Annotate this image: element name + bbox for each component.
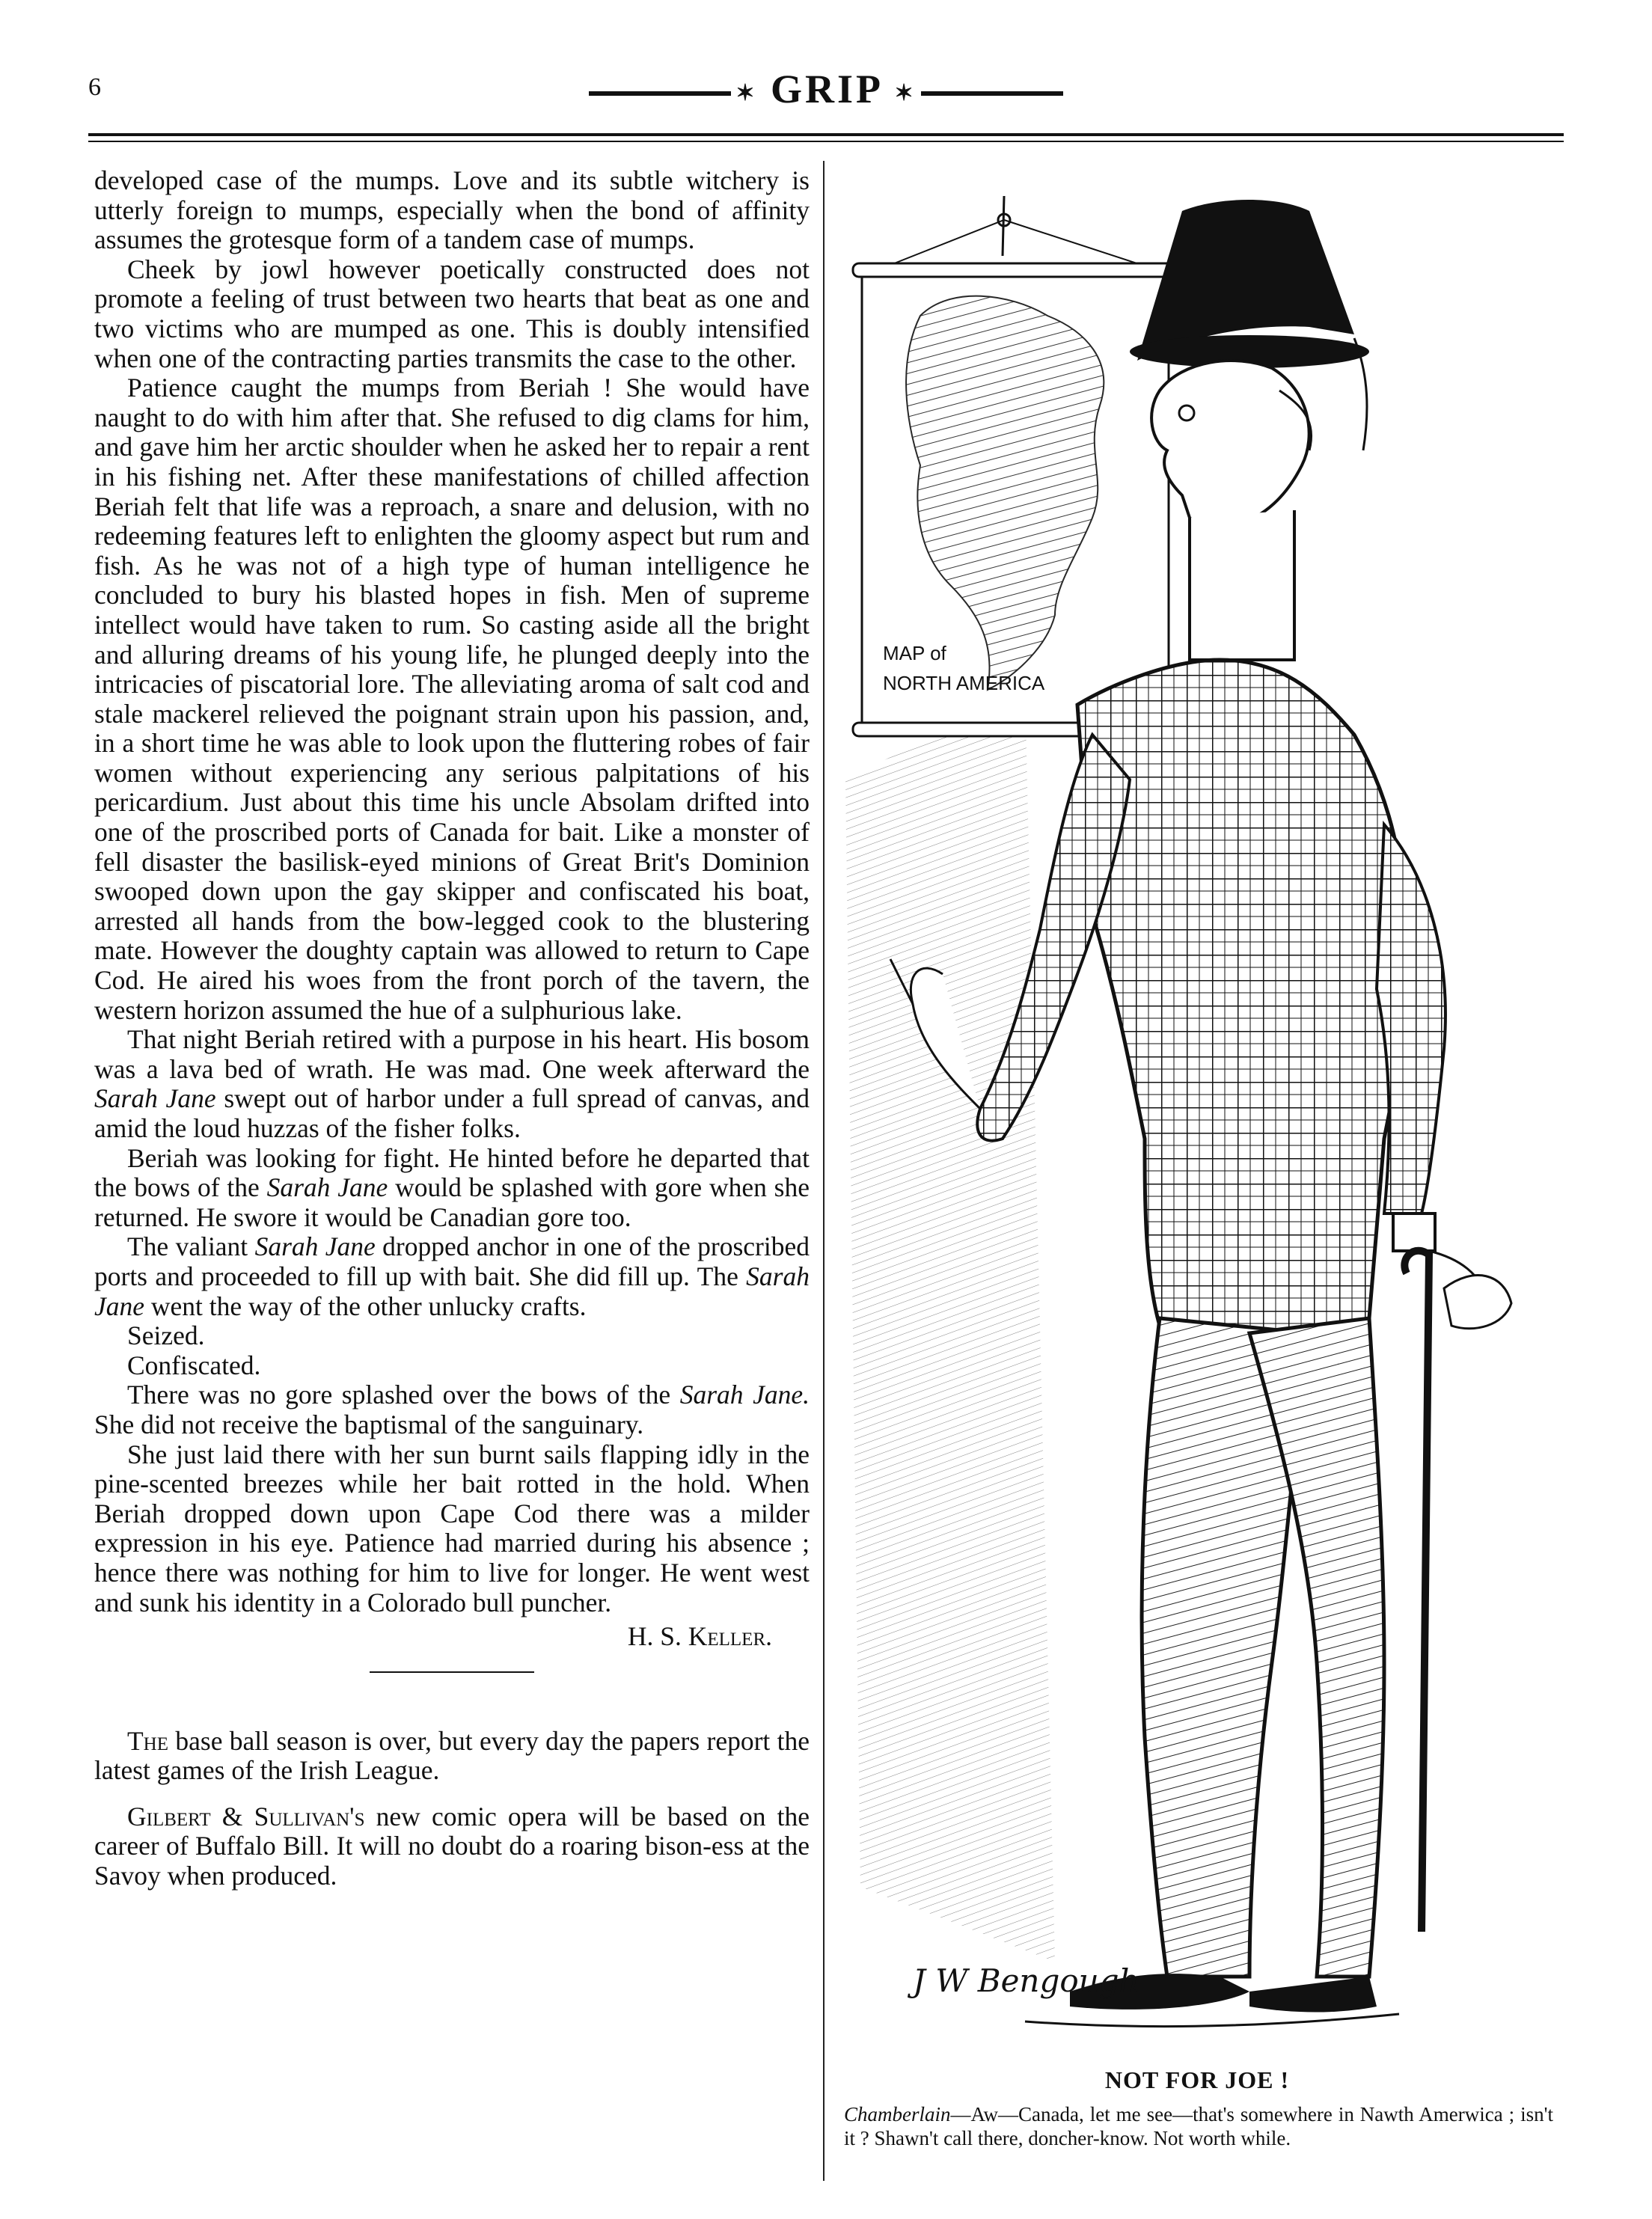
map-scroll xyxy=(853,196,1182,736)
text-run: She did not receive the baptismal of the sanguinary. xyxy=(94,1409,644,1439)
wall-shading xyxy=(845,690,1055,1962)
article-paragraph: developed case of the mumps. Love and its subtle witchery is utterly foreign to mumps, especially when the bond of affinity assumes the grotesque form of a tandem case of mumps. xyxy=(94,165,810,255)
masthead-rule-right xyxy=(921,91,1063,96)
item-lead: The xyxy=(127,1725,169,1756)
text-run: That night Beriah retired with a purpose in his heart. His bosom was a lava bed of wrath. He was mad. One week afterward the xyxy=(94,1024,810,1084)
article-paragraph: Seized. xyxy=(127,1320,205,1351)
caption-quote: —Aw—Canada, let me see—that's somewhere in Nawth Amerwica ; isn't it ? Shawn't call there, doncher-know. Not worth while. xyxy=(844,2103,1553,2149)
ship-name: Sarah Jane xyxy=(254,1231,376,1262)
text-run: dropped anchor in one of the proscribed ports and proceeded to fill up with bait. She did fill up. The xyxy=(94,1231,810,1291)
walking-cane xyxy=(1404,1251,1429,1932)
caption-title: NOT FOR JOE ! xyxy=(1104,2066,1290,2093)
text-run: went the way of the other unlucky crafts. xyxy=(144,1291,587,1321)
article-paragraph xyxy=(94,1025,810,1143)
masthead-rule-left xyxy=(589,91,731,96)
item-lead: Gilbert & Sullivan's xyxy=(127,1801,365,1831)
article-paragraph: Cheek by jowl however poetically constructed does not promote a feeling of trust between two hearts that beat as one and two victims who are mumped as one. This is doubly intensified when one of the contracting parties transmits the case to the other. xyxy=(94,254,810,373)
map-label-line1: MAP of xyxy=(883,642,946,664)
caption-speaker: Chamberlain xyxy=(844,2103,951,2125)
item-text: new comic opera will be based on the career of Buffalo Bill. It will no doubt do a roaring bison-ess at the Savoy when produced. xyxy=(94,1801,810,1891)
artist-signature: J W Bengough xyxy=(913,1962,1139,1999)
text-run: There was no gore splashed over the bows of the xyxy=(127,1380,680,1410)
cartoon-drawing xyxy=(830,166,1564,2066)
article-paragraph: She just laid there with her sun burnt sails flapping idly in the pine-scented breezes while her bait rotted in the hold. When Beriah dropped down upon Cape Cod there was a milder expression in his eye. Patience had married during his absence ; hence there was nothing for him to live for longer. He went west and sunk his identity in a Colorado bull puncher. xyxy=(94,1439,810,1617)
cartoon-illustration xyxy=(830,166,1564,2066)
masthead-title: GRIP xyxy=(770,67,882,111)
star-icon: ✶ xyxy=(735,81,758,106)
text-run: would be splashed with gore when she returned. He swore it would be Canadian gore too. xyxy=(94,1172,810,1232)
ship-name: Sarah Jane xyxy=(94,1083,216,1114)
cuff xyxy=(1393,1213,1435,1251)
article-paragraph xyxy=(94,1232,810,1321)
text-run: swept out of harbor under a full spread of canvas, and amid the loud huzzas of the fisher folks. xyxy=(94,1083,810,1143)
column-divider xyxy=(823,161,825,2181)
spacer xyxy=(94,1786,810,1802)
star-icon: ✶ xyxy=(894,81,917,106)
header-rule-thin xyxy=(88,141,1564,142)
article-paragraph xyxy=(94,1380,810,1439)
article-paragraph: Patience caught the mumps from Beriah ! She would have naught to do with him after that. She refused to dig clams for him, and gave him her arctic shoulder when he asked her to repair a rent in his fishing net. After these manifestations of chilled affection Beriah felt that life was a reproach, a snare and delusion, with no redeeming features left to enlighten the gloomy aspect but rum and fish. As he was not of a high type of human intelligence he concluded to bury his blasted hopes in fish. Men of supreme intellect would have taken to rum. So casting aside all the bright and alluring dreams of his young life, he plunged deeply into the intricacies of piscatorial lore. The alleviating aroma of salt cod and stale mackerel relieved the poignant strain upon his passion, and, in a short time he was able to look upon the fluttering robes of fair women without experiencing any serious palpitations of his pericardium. Just about this time his uncle Absolam drifted into one of the proscribed ports of Canada for bait. Like a monster of fell disaster the basilisk-eyed minions of Great Brit's Dominion swooped down upon the gay skipper and confiscated his boat, arrested all hands from the bow-legged cook to the blustering mate. However the doughty captain was allowed to return to Cape Cod. He aired his woes from the front porch of the tavern, the western horizon assumed the hue of a sulphurious lake. xyxy=(94,373,810,1025)
ship-name: Sarah Jane xyxy=(266,1172,388,1203)
spacer xyxy=(94,1673,810,1727)
news-item xyxy=(94,1802,810,1891)
page-header xyxy=(88,66,1564,126)
item-text: base ball season is over, but every day the papers report the latest games of the Irish League. xyxy=(94,1725,810,1786)
article-author: H. S. Keller. xyxy=(627,1621,772,1652)
header-rule xyxy=(88,133,1564,136)
article-paragraph: Confiscated. xyxy=(127,1350,261,1380)
map-label-line2: NORTH AMERICA xyxy=(883,672,1045,694)
text-run: Beriah was looking for fight. He hinted before he departed that the bows of the xyxy=(94,1142,810,1203)
caption-text xyxy=(844,2102,1553,2150)
left-column xyxy=(94,166,810,1891)
text-run: The valiant xyxy=(127,1231,255,1262)
ship-name: Sarah Jane. xyxy=(679,1380,810,1410)
ship-name: Sarah Jane xyxy=(94,1261,810,1321)
article-paragraph xyxy=(94,1144,810,1233)
page-number: 6 xyxy=(88,73,101,101)
news-item xyxy=(94,1727,810,1786)
masthead xyxy=(88,66,1564,112)
